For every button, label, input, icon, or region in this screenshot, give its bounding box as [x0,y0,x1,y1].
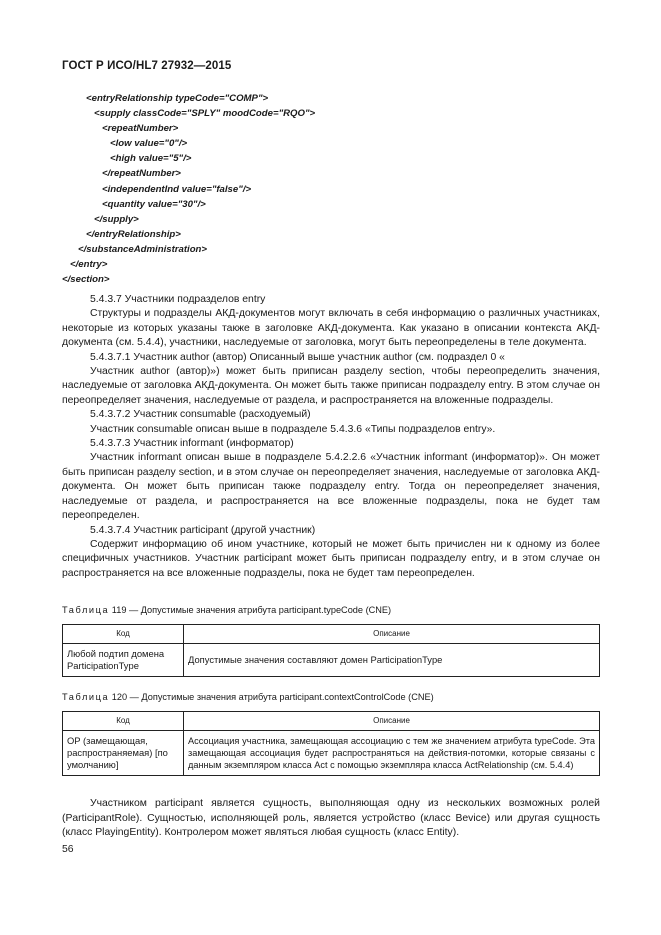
code-line: <high value="5"/> [110,153,192,165]
column-header-code: Код [63,625,184,644]
table-caption-text: 120 — Допустимые значения атрибута participant.contextControlCode (CNE) [111,692,434,702]
document-header: ГОСТ Р ИСО/HL7 27932—2015 [62,60,232,72]
table-row [63,731,600,776]
table-cell-description: Допустимые значения составляют домен ParticipationType [184,644,600,677]
code-line: <supply classCode="SPLY" moodCode="RQO"> [94,108,316,120]
body-text [62,293,600,581]
column-header-description: Описание [184,625,600,644]
table-119 [62,624,600,677]
code-line: </substanceAdministration> [78,243,208,255]
table-header-row [63,625,600,644]
code-listing [62,91,622,287]
table-cell-code: OP (замещающая, распространяемая) [по умолчанию] [63,731,184,776]
table-row [63,644,600,677]
table-caption [62,691,600,703]
code-line: </entryRelationship> [86,228,181,240]
code-line: <independentInd value="false"/> [102,183,252,195]
table-119-block [62,604,600,677]
paragraph: Участник consumable описан выше в подразделе 5.4.3.6 «Типы подразделов entry». [90,423,496,435]
paragraph: Участник author (автор)») может быть приписан разделу section, чтобы переопределить значения, наследуемые от заголовка АКД-документа. Он может быть также приписан подразделу entry. В этом случае он переопределяет значения, наследуемые от раздела, и распространяется на вложенные подразделы. [62,366,600,406]
paragraph: Структуры и подразделы АКД-документов могут включать в себя информацию о различных участниках, некоторые из которых указаны также в заголовке АКД-документа. Как указано в описании контекста АКД-документа (см. 5.4.4), участники, наследуемые от заголовка, могут быть переопределены в теле документа. [62,308,600,349]
table-cell-code: Любой подтип домена ParticipationType [63,644,184,677]
page-number: 56 [62,844,74,855]
code-line: </entry> [70,259,108,271]
code-line: <quantity value="30"/> [102,198,206,210]
column-header-code: Код [63,712,184,731]
table-header-row [63,712,600,731]
code-line: </repeatNumber> [102,168,181,180]
code-line: </supply> [94,213,139,225]
table-caption [62,604,600,616]
paragraph: Содержит информацию об ином участнике, который не может быть причислен ни к одному из более специфичных участников. Участник participant может быть приписан подразделу entry, и в этом случае он распространяется на все вложенные подразделы, пока не будет там переопределен. [62,538,600,579]
closing-paragraph: Участником participant является сущность, выполняющая одну из нескольких возможных ролей (ParticipantRole). Сущностью, исполняющей роль, является устройство (класс Bevice) или другая сущность (класс PlayingEntity). Контролером может являться любая сущность (класс Entity). [62,798,600,839]
paragraph: Участник informant описан выше в подразделе 5.4.2.2.6 «Участник informant (информатор)». Он может быть приписан разделу section, и в этом случае он переопределяет значения, наследуемые от заголовка АКД-документа. Он может быть приписан также подразделу entry. Тогда он переопределяет значения, наследуемые от раздела, и распространяется на все вложенные подразделы, пока не будет там переопределен. [62,452,600,522]
table-cell-description: Ассоциация участника, замещающая ассоциацию с тем же значением атрибута typeCode. Эта замещающая ассоциация будет распространяться на действия-потомки, которые связаны с данным экземпляром класса Act с помощью экземпляра класса ActRelationship (см. 5.4.4) [184,731,600,776]
code-line: <low value="0"/> [110,138,188,150]
section-heading: 5.4.3.7.1 Участник author (автор) Описанный выше участник author (см. подраздел 0 « [90,351,505,363]
code-line: <repeatNumber> [102,123,179,135]
table-caption-text: 119 — Допустимые значения атрибута participant.typeCode (CNE) [111,605,392,615]
table-caption-tag: Таблица [62,605,110,615]
section-heading: 5.4.3.7.2 Участник consumable (расходуемый) [90,409,311,421]
section-heading: 5.4.3.7.4 Участник participant (другой участник) [90,524,316,536]
column-header-description: Описание [184,712,600,731]
code-line: </section> [62,274,110,286]
table-120-block [62,691,600,776]
table-caption-tag: Таблица [62,692,110,702]
section-heading: 5.4.3.7 Участники подразделов entry [90,294,266,305]
table-120 [62,711,600,776]
section-heading: 5.4.3.7.3 Участник informant (информатор) [90,438,294,450]
code-line: <entryRelationship typeCode="COMP"> [86,93,269,104]
